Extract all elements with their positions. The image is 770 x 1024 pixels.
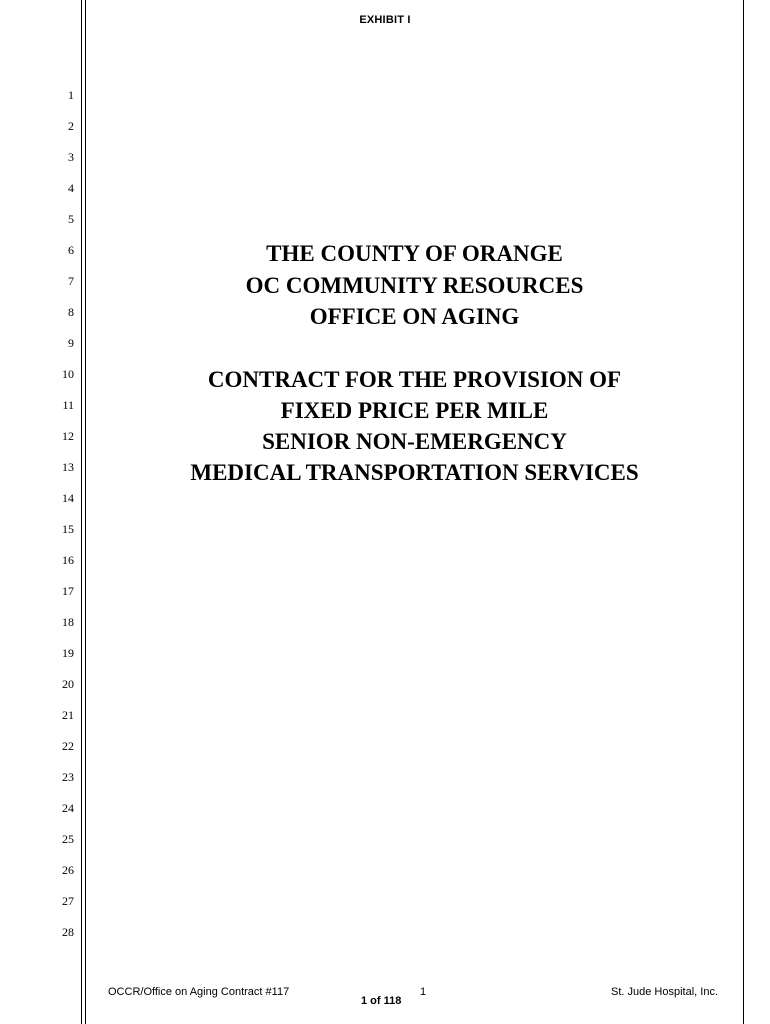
left-margin-rule-inner <box>85 0 86 1024</box>
exhibit-label: EXHIBIT I <box>359 14 411 26</box>
title-line: OC COMMUNITY RESOURCES <box>245 273 584 298</box>
title-line: CONTRACT FOR THE PROVISION OF <box>207 367 622 392</box>
footer-contract-ref: OCCR/Office on Aging Contract #117 <box>108 986 290 998</box>
line-number: 12 <box>62 429 74 443</box>
line-number: 25 <box>62 832 74 846</box>
right-margin-rule <box>743 0 744 1024</box>
title-line: MEDICAL TRANSPORTATION SERVICES <box>190 460 639 485</box>
title-line: FIXED PRICE PER MILE <box>280 398 549 423</box>
line-number: 4 <box>68 181 74 195</box>
line-number: 1 <box>68 88 74 102</box>
line-number: 27 <box>62 894 74 908</box>
line-number: 6 <box>68 243 74 257</box>
line-number: 5 <box>68 212 74 226</box>
line-number: 10 <box>62 367 74 381</box>
line-number: 3 <box>68 150 74 164</box>
line-number: 11 <box>62 398 74 412</box>
page-count: 1 of 118 <box>361 995 402 1007</box>
title-line: OFFICE ON AGING <box>309 304 520 329</box>
title-line: SENIOR NON-EMERGENCY <box>262 429 567 454</box>
line-number: 18 <box>62 615 74 629</box>
line-number: 23 <box>62 770 74 784</box>
line-number: 26 <box>62 863 74 877</box>
line-number: 13 <box>62 460 74 474</box>
footer-contractor-name: St. Jude Hospital, Inc. <box>611 986 718 998</box>
line-number: 20 <box>62 677 74 691</box>
footer-page-number: 1 <box>420 986 427 998</box>
line-number: 7 <box>68 274 74 288</box>
left-margin-rule <box>81 0 82 1024</box>
line-number: 2 <box>68 119 74 133</box>
line-number: 15 <box>62 522 74 536</box>
line-number: 28 <box>62 925 74 939</box>
line-number: 9 <box>68 336 74 350</box>
line-number: 24 <box>62 801 74 815</box>
title-line: THE COUNTY OF ORANGE <box>266 241 563 266</box>
line-number: 17 <box>62 584 74 598</box>
line-number: 16 <box>62 553 74 567</box>
line-number: 19 <box>62 646 74 660</box>
line-number: 22 <box>62 739 74 753</box>
line-number: 21 <box>62 708 74 722</box>
line-number: 8 <box>68 305 74 319</box>
line-number: 14 <box>62 491 74 505</box>
